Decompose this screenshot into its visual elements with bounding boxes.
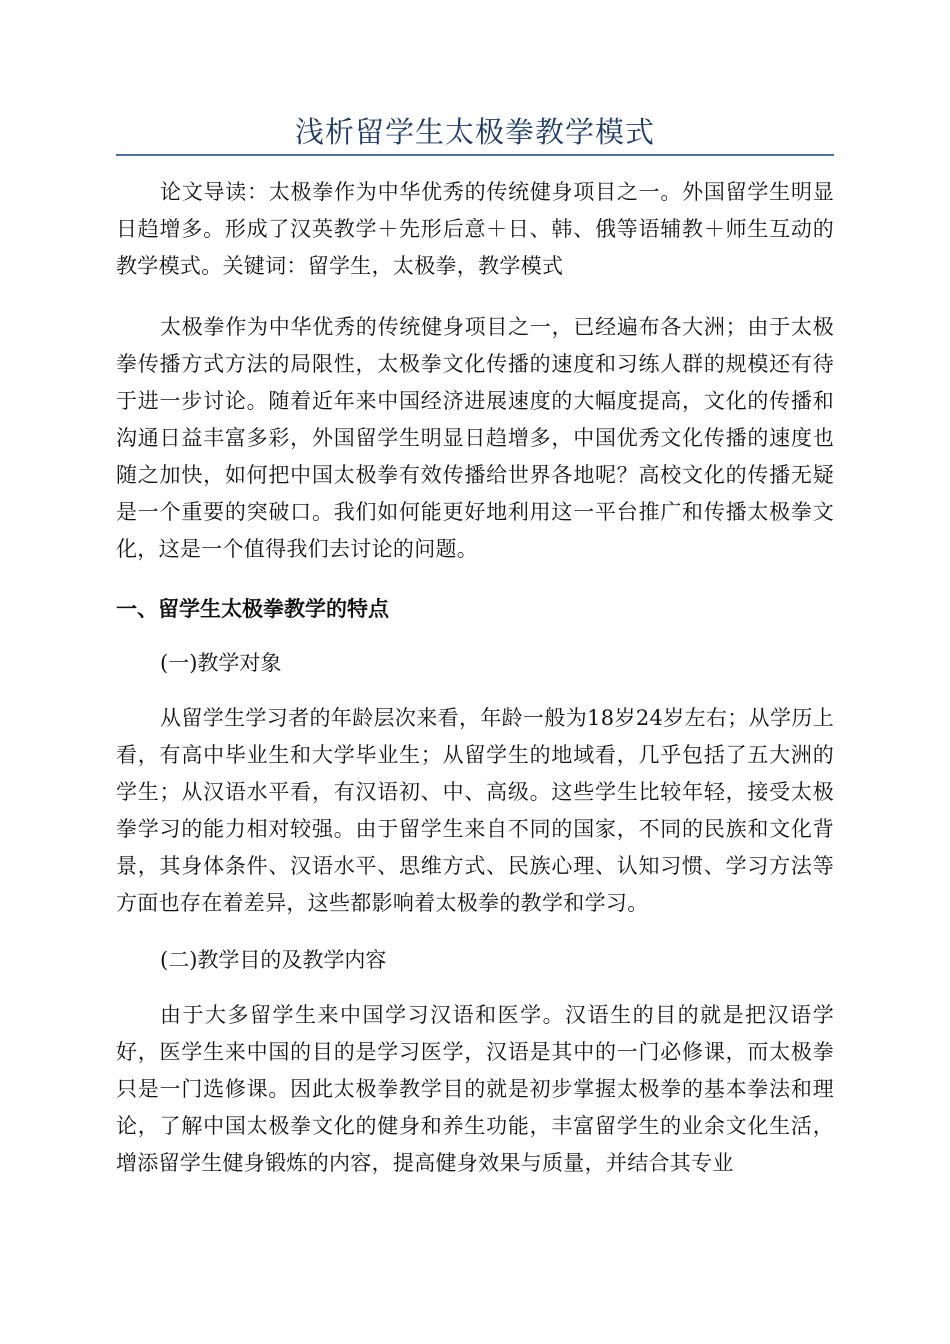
intro-paragraph: 太极拳作为中华优秀的传统健身项目之一，已经遍布各大洲；由于太极拳传播方式方法的局限性，太极拳文化传播的速度和习练人群的规模还有待于进一步讨论。随着近年来中国经济进展速度的大幅度提高，文化的传播和沟通日益丰富多彩，外国留学生明显日趋增多，中国优秀文化传播的速度也随之加快，如何把中国太极拳有效传播给世界各地呢？高校文化的传播无疑是一个重要的突破口。我们如何能更好地利用这一平台推广和传播太极拳文化，这是一个值得我们去讨论的问题。 <box>116 315 834 561</box>
abstract-paragraph: 论文导读：太极拳作为中华优秀的传统健身项目之一。外国留学生明显日趋增多。形成了汉英教学＋先形后意＋日、韩、俄等语辅教＋师生互动的教学模式。关键词：留学生，太极拳，教学模式 <box>116 180 834 278</box>
subsection-heading-teaching-subjects: (一)教学对象 <box>160 651 282 675</box>
section-heading: 一、留学生太极拳教学的特点 <box>116 597 389 621</box>
body-paragraph-teaching-goals: 由于大多留学生来中国学习汉语和医学。汉语生的目的就是把汉语学好，医学生来中国的目的是学习医学，汉语是其中的一门必修课，而太极拳只是一门选修课。因此太极拳教学目的就是初步掌握太极拳的基本拳法和理论，了解中国太极拳文化的健身和养生功能，丰富留学生的业余文化生活，增添留学生健身锻炼的内容，提高健身效果与质量，并结合其专业 <box>116 1003 834 1175</box>
subsection-heading-teaching-goals: (二)教学目的及教学内容 <box>160 948 387 972</box>
title-underline <box>116 154 834 156</box>
document-title: 浅析留学生太极拳教学模式 <box>294 115 655 149</box>
body-paragraph-teaching-subjects: 从留学生学习者的年龄层次来看，年龄一般为18岁24岁左右；从学历上看，有高中毕业生和大学毕业生；从留学生的地域看，几乎包括了五大洲的学生；从汉语水平看，有汉语初、中、高级。这些学生比较年轻，接受太极拳学习的能力相对较强。由于留学生来自不同的国家，不同的民族和文化背景，其身体条件、汉语水平、思维方式、民族心理、认知习惯、学习方法等方面也存在着差异，这些都影响着太极拳的教学和学习。 <box>116 706 834 915</box>
